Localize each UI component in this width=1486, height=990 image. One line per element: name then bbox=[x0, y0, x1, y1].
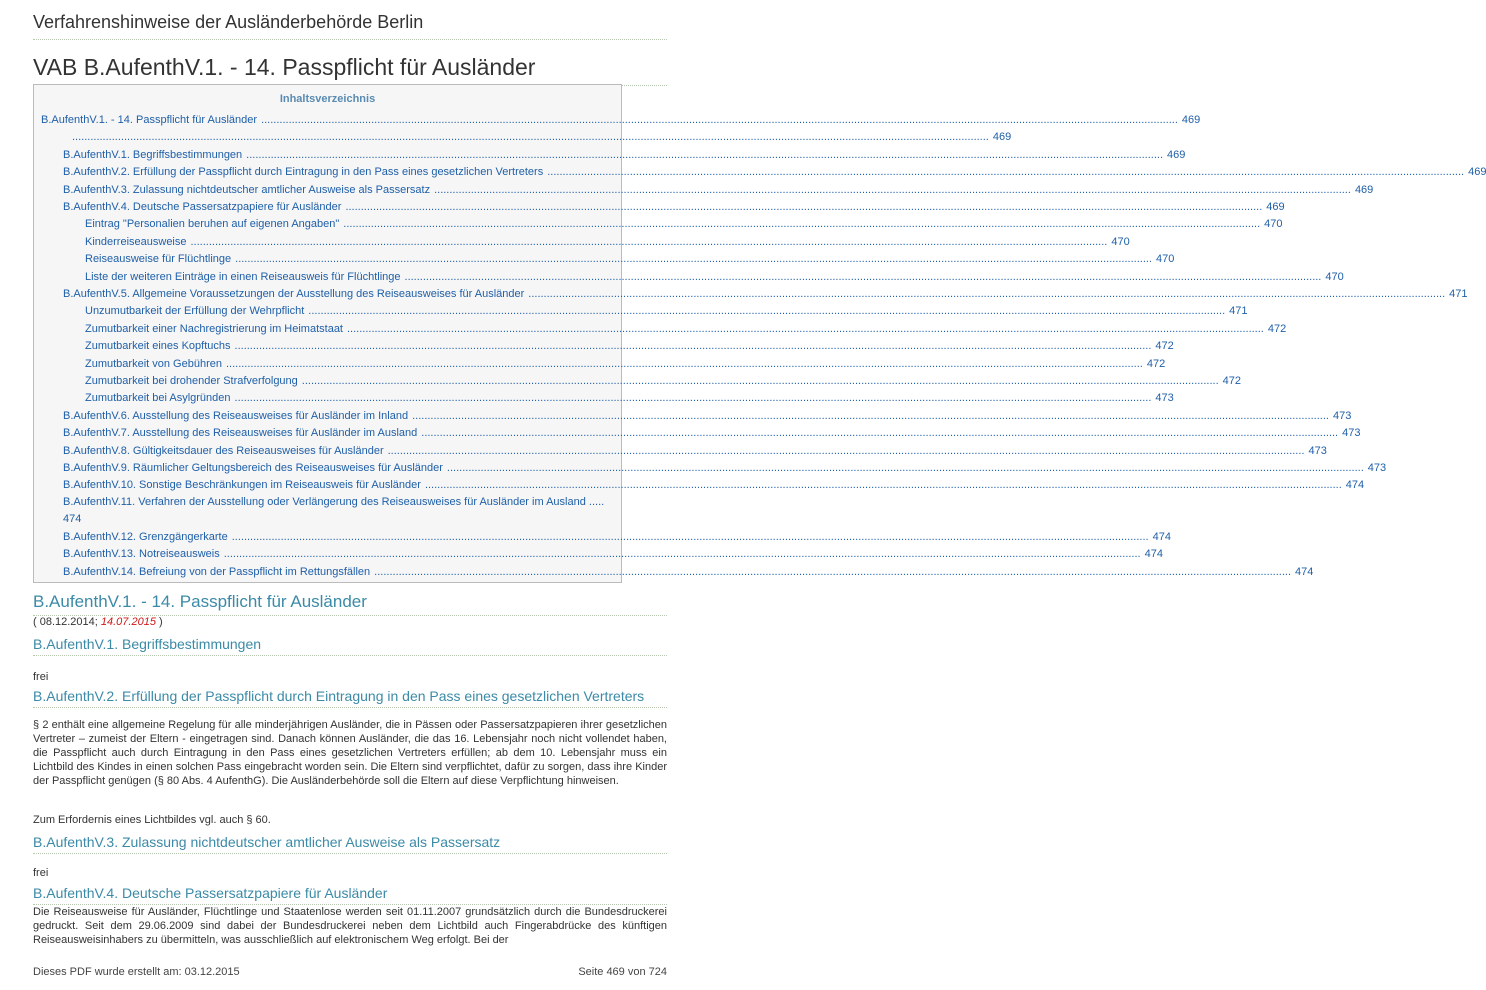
table-of-contents bbox=[33, 84, 1486, 583]
toc-entry-label: B.AufenthV.2. Erfüllung der Passpflicht durch Eintragung in den Pass eines gesetzlichen Vertreters bbox=[63, 166, 544, 179]
toc-entry-label: B.AufenthV.1. - 14. Passpflicht für Ausländer bbox=[41, 114, 258, 126]
toc-entry-page: 472 bbox=[1222, 375, 1242, 387]
toc-leader-dots: ............................................................................................................................................................................................................................................................................................................ bbox=[246, 148, 1164, 161]
toc-entry-page: 474 bbox=[1144, 548, 1163, 561]
toc-entry-page: 469 bbox=[992, 131, 1012, 144]
toc-entry-page: 472 bbox=[1267, 322, 1287, 335]
toc-entry-label: B.AufenthV.9. Räumlicher Geltungsbereich des Reiseausweises für Ausländer bbox=[63, 462, 443, 474]
section-2-text-2: Zum Erfordernis eines Lichtbildes vgl. auch § 60. bbox=[33, 814, 271, 826]
document-title: VAB B.AufenthV.1. - 14. Passpflicht für Ausländer bbox=[33, 54, 667, 86]
toc-entry[interactable] bbox=[63, 494, 613, 528]
toc-entry-label: B.AufenthV.14. Befreiung von der Passpflicht im Rettungsfällen bbox=[63, 565, 371, 578]
toc-entry[interactable] bbox=[85, 372, 1242, 387]
toc-entry-page: 474 bbox=[1295, 565, 1314, 578]
toc-entry-page: 471 bbox=[1229, 305, 1248, 318]
toc-entry-label: B.AufenthV.8. Gültigkeitsdauer des Reiseausweises für Ausländer bbox=[63, 444, 384, 457]
toc-leader-dots: ............................................................................................................................................................................................................................................................................................................ bbox=[343, 218, 1261, 231]
toc-entry-page: 469 bbox=[1266, 201, 1285, 213]
toc-entry[interactable] bbox=[63, 198, 1285, 213]
date-line bbox=[33, 616, 163, 628]
toc-leader-dots: ............................................................................................................................................................................................................................................................................................................ bbox=[308, 305, 1226, 318]
toc-entry-page: 470 bbox=[1325, 270, 1344, 283]
toc-entry-label: Zumutbarkeit einer Nachregistrierung im Heimatstaat bbox=[85, 322, 343, 335]
toc-leader-dots: ............................................................................................................................................................................................................................................................................................................ bbox=[446, 462, 1364, 474]
toc-leader-dots: ............................................................................................................................................................................................................................................................................................................ bbox=[347, 322, 1264, 335]
toc-leader-dots: ............................................................................................................................................................................................................................................................................................................ bbox=[528, 288, 1446, 300]
toc-entry-label: Unzumutbarkeit der Erfüllung der Wehrpflicht bbox=[85, 305, 305, 318]
section-2-text: § 2 enthält eine allgemeine Regelung für alle minderjährigen Ausländer, die in Pässen oder Passersatzpapieren ihrer gesetzlichen Vertreter – zumeist der Eltern - eingetragen sind. Danach können Ausländer, die das 16. Lebensjahr noch nicht vollendet haben, die Passpflicht auch durch Eintragung in den Pass eines gesetzlichen Vertreters erfüllen; ab dem 10. Lebensjahr muss ein Lichtbild des Kindes in einen solchen Pass eingebracht worden sein. Die Eltern sind verpflichtet, dafür zu sorgen, dass ihre Kinder der Passpflicht genügen (§ 80 Abs. 4 AufenthG). Die Ausländerbehörde soll die Eltern auf diese Verpflichtung hinweisen. bbox=[33, 719, 667, 787]
toc-leader-dots: ............................................................................................................................................................................................................................................................................................................ bbox=[374, 565, 1292, 578]
toc-leader-dots: ............................................................................................................................................................................................................................................................................................................ bbox=[345, 201, 1263, 213]
toc-entry-page: 473 bbox=[1342, 427, 1361, 440]
toc-entry-label: Liste der weiteren Einträge in einen Reiseausweis für Flüchtlinge bbox=[85, 270, 401, 283]
toc-leader-dots: ............................................................................................................................................................................................................................................................................................................ bbox=[190, 235, 1108, 248]
toc-entry-label: Zumutbarkeit bei drohender Strafverfolgung bbox=[85, 375, 298, 387]
toc-entry-label: Zumutbarkeit eines Kopftuchs bbox=[85, 340, 231, 353]
toc-entry[interactable] bbox=[85, 233, 1130, 248]
toc-entry[interactable] bbox=[85, 302, 1248, 318]
section-1-text: frei bbox=[33, 671, 49, 683]
toc-entry[interactable] bbox=[63, 146, 1186, 161]
toc-entry[interactable] bbox=[85, 215, 1283, 231]
toc-entry-label: Reiseausweise für Flüchtlinge bbox=[85, 253, 232, 266]
toc-entry-page: 474 bbox=[1152, 530, 1171, 543]
toc-entry[interactable] bbox=[63, 528, 1171, 543]
section-4-text: Die Reiseausweise für Ausländer, Flüchtlinge und Staatenlose werden seit 01.11.2007 grundsätzlich durch die Bundesdruckerei gedruckt. Seit dem 29.06.2009 sind dabei der Bundesdruckerei neben dem Lichtbild auch Fingerabdrücke des künftigen Reiseausweisinhabers zu übermitteln, was ausschließlich auf elektronischem Weg erfolgt. Bei der bbox=[33, 906, 667, 946]
toc-entry-page: 474 bbox=[1345, 479, 1365, 492]
toc-entry[interactable] bbox=[85, 389, 1174, 405]
toc-entry-label: B.AufenthV.12. Grenzgängerkarte bbox=[63, 530, 228, 543]
toc-entry-page: 469 bbox=[1468, 166, 1486, 179]
footer-created: Dieses PDF wurde erstellt am: 03.12.2015 bbox=[33, 966, 240, 978]
toc-entry-label: B.AufenthV.10. Sonstige Beschränkungen im Reiseausweis für Ausländer bbox=[63, 479, 421, 492]
toc-leader-dots: ..... bbox=[585, 495, 605, 508]
toc-entry[interactable] bbox=[63, 285, 1468, 300]
toc-entry-page: 469 bbox=[1354, 183, 1374, 196]
toc-leader-dots: ............................................................................................................................................................................................................................................................................................................ bbox=[301, 375, 1219, 387]
toc-leader-dots: ............................................................................................................................................................................................................................................................................................................ bbox=[72, 131, 989, 144]
toc-leader-dots: ............................................................................................................................................................................................................................................................................................................ bbox=[261, 114, 1178, 126]
toc-entry-label: B.AufenthV.4. Deutsche Passersatzpapiere für Ausländer bbox=[63, 201, 342, 213]
toc-heading: Inhaltsverzeichnis bbox=[279, 93, 376, 105]
toc-entry-page: 469 bbox=[1181, 114, 1201, 126]
toc-entry-page: 471 bbox=[1449, 288, 1468, 300]
toc-entry[interactable] bbox=[63, 442, 1327, 457]
toc-leader-dots: ............................................................................................................................................................................................................................................................................................................ bbox=[235, 253, 1152, 266]
section-2-heading: B.AufenthV.2. Erfüllung der Passpflicht durch Eintragung in den Pass eines gesetzlichen Vertreters bbox=[33, 688, 667, 708]
toc-entry-label: B.AufenthV.1. Begriffsbestimmungen bbox=[63, 148, 243, 161]
toc-entry[interactable] bbox=[85, 337, 1174, 353]
toc-entry-label: Zumutbarkeit bei Asylgründen bbox=[85, 392, 231, 405]
toc-entry-page: 470 bbox=[1156, 253, 1175, 266]
toc-entry-label: B.AufenthV.6. Ausstellung des Reiseausweises für Ausländer im Inland bbox=[63, 409, 409, 422]
toc-entry[interactable] bbox=[85, 250, 1175, 266]
section-3-text: frei bbox=[33, 867, 49, 879]
toc-entry-page: 473 bbox=[1332, 409, 1352, 422]
toc-entry-page: 473 bbox=[1155, 392, 1174, 405]
date-close: ) bbox=[155, 616, 163, 628]
toc-entry-label: B.AufenthV.11. Verfahren der Ausstellung oder Verlängerung des Reiseausweises für Ausländer im Ausland bbox=[63, 495, 586, 508]
toc-leader-dots: ............................................................................................................................................................................................................................................................................................................ bbox=[223, 548, 1141, 561]
toc-entry[interactable] bbox=[63, 476, 1365, 492]
toc-entry-page: 472 bbox=[1146, 357, 1166, 370]
toc-leader-dots: ............................................................................................................................................................................................................................................................................................................ bbox=[387, 444, 1305, 457]
toc-leader-dots: ............................................................................................................................................................................................................................................................................................................ bbox=[424, 479, 1342, 492]
toc-entry[interactable] bbox=[63, 424, 1361, 440]
toc-entry-page: 474 bbox=[63, 512, 82, 525]
date-open: ( 08.12.2014; bbox=[33, 616, 101, 628]
site-header: Verfahrenshinweise der Ausländerbehörde Berlin bbox=[33, 12, 667, 40]
toc-entry[interactable] bbox=[41, 111, 1201, 126]
section-3-heading: B.AufenthV.3. Zulassung nichtdeutscher amtlicher Ausweise als Passersatz bbox=[33, 834, 667, 854]
toc-entry-label: B.AufenthV.3. Zulassung nichtdeutscher amtlicher Ausweise als Passersatz bbox=[63, 183, 431, 196]
toc-entry[interactable] bbox=[63, 163, 1486, 179]
toc-entry[interactable] bbox=[85, 320, 1287, 335]
toc-leader-dots: ............................................................................................................................................................................................................................................................................................................ bbox=[434, 183, 1351, 196]
toc-entry[interactable] bbox=[85, 268, 1344, 283]
section-4-heading: B.AufenthV.4. Deutsche Passersatzpapiere für Ausländer bbox=[33, 885, 667, 905]
toc-entry-page: 469 bbox=[1167, 148, 1186, 161]
toc-entry[interactable] bbox=[63, 563, 1314, 578]
toc-entry-page: 473 bbox=[1308, 444, 1327, 457]
footer-page-number: Seite 469 von 724 bbox=[578, 966, 667, 978]
toc-leader-dots: ............................................................................................................................................................................................................................................................................................................ bbox=[412, 409, 1329, 422]
toc-leader-dots: ............................................................................................................................................................................................................................................................................................................ bbox=[225, 357, 1143, 370]
toc-leader-dots: ............................................................................................................................................................................................................................................................................................................ bbox=[421, 427, 1339, 440]
date-changed: 14.07.2015 bbox=[100, 616, 156, 628]
toc-leader-dots: ............................................................................................................................................................................................................................................................................................................ bbox=[404, 270, 1322, 283]
toc-entry-label: B.AufenthV.7. Ausstellung des Reiseausweises für Ausländer im Ausland bbox=[63, 427, 418, 440]
toc-leader-dots: ............................................................................................................................................................................................................................................................................................................ bbox=[547, 166, 1465, 179]
toc-entry-page: 470 bbox=[1264, 218, 1283, 231]
toc-entry[interactable] bbox=[63, 545, 1163, 561]
toc-leader-dots: ............................................................................................................................................................................................................................................................................................................ bbox=[234, 392, 1152, 405]
toc-leader-dots: ............................................................................................................................................................................................................................................................................................................ bbox=[231, 530, 1149, 543]
toc-entry-page: 470 bbox=[1111, 235, 1130, 248]
toc-leader-dots: ............................................................................................................................................................................................................................................................................................................ bbox=[234, 340, 1152, 353]
main-section-heading: B.AufenthV.1. - 14. Passpflicht für Ausländer bbox=[33, 592, 667, 616]
toc-entry-label: Kinderreiseausweise bbox=[85, 235, 187, 248]
toc-entry-label: B.AufenthV.13. Notreiseausweis bbox=[63, 548, 220, 561]
toc-entry-label: Zumutbarkeit von Gebühren bbox=[85, 357, 222, 370]
toc-entry[interactable] bbox=[68, 128, 1012, 144]
section-1-heading: B.AufenthV.1. Begriffsbestimmungen bbox=[33, 636, 667, 656]
toc-entry-label: B.AufenthV.5. Allgemeine Voraussetzungen der Ausstellung des Reiseausweises für Ausländer bbox=[63, 288, 525, 300]
toc-entry[interactable] bbox=[63, 181, 1374, 196]
toc-entry[interactable] bbox=[85, 355, 1166, 370]
toc-entry-label: Eintrag "Personalien beruhen auf eigenen Angaben" bbox=[85, 218, 340, 231]
toc-entry[interactable] bbox=[63, 459, 1387, 474]
toc-entry-page: 472 bbox=[1155, 340, 1174, 353]
toc-entry-page: 473 bbox=[1367, 462, 1387, 474]
toc-entry[interactable] bbox=[63, 407, 1352, 422]
